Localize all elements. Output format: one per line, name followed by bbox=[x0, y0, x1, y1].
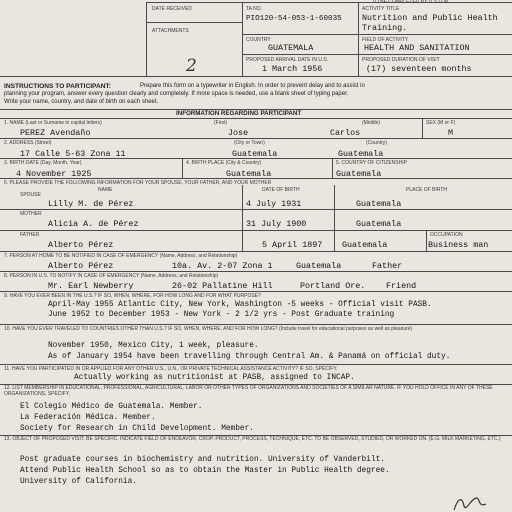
proposed-duration-value: (17) seventeen months bbox=[366, 64, 472, 74]
q13-line-3: University of California. bbox=[20, 478, 137, 486]
q10-bottom-line bbox=[0, 364, 512, 365]
q2-street: 17 Calle 5-63 Zona 11 bbox=[20, 149, 126, 159]
q13-line-2: Attend Public Health School so as to obtain the Master in Public Health degree. bbox=[20, 467, 390, 475]
q2-country-label: (Country) bbox=[366, 140, 387, 146]
instructions-title: INSTRUCTIONS TO PARTICIPANT: bbox=[4, 83, 111, 90]
country-label: COUNTRY bbox=[246, 37, 271, 43]
q1-first-name: Jose bbox=[228, 128, 249, 138]
q12-line-2: La Federación Médica. Member. bbox=[20, 414, 156, 422]
activity-title-value-1: Nutrition and Public Health bbox=[362, 13, 498, 23]
father-pob: Guatemala bbox=[342, 240, 388, 250]
q1-sex: M bbox=[448, 128, 454, 138]
proposed-duration-label: PROPOSED DURATION OF VISIT bbox=[362, 57, 440, 63]
date-received-label: DATE RECEIVED bbox=[152, 6, 192, 12]
q9-label: 9. HAVE YOU EVER BEEN IN THE U.S.? IF SO, WHEN, WHERE, FOR HOW LONG AND FOR WHAT PURPOSE? bbox=[4, 293, 261, 299]
instructions-line-1: Prepare this form on a typewriter in English. In order to prevent delay and to assist in bbox=[140, 83, 365, 89]
q11-label: 11. HAVE YOU PARTICIPATED IN OR APPLIED FOR ANY OTHER U.S., U.N., OR PRIVATE TECHNICAL ASSISTANCE ACTIVITY? IF SO, SPECIFY. bbox=[4, 366, 338, 372]
q7-relationship: Father bbox=[372, 261, 403, 271]
q1-label: 1. NAME (Last or Surname in capital letters) bbox=[4, 120, 102, 126]
activity-title-label: ACTIVITY TITLE bbox=[362, 6, 400, 12]
q1-first-label: (First) bbox=[214, 120, 228, 126]
q10-label: 10. HAVE YOU EVER TRAVELED TO COUNTRIES OTHER THAN U.S.? IF SO, WHEN, WHERE, AND FOR HOW LONG? (Include travel for educational purposes as well as pleasure) bbox=[4, 326, 413, 332]
q5-citizenship: Guatemala bbox=[336, 169, 382, 179]
q7-bottom-line bbox=[0, 271, 512, 272]
father-occupation: Business man bbox=[428, 240, 489, 250]
q13-label: 13. OBJECT OF PROPOSED VISIT. BE SPECIFIC. INDICATE FIELD OF ENDEAVOR, CROP, PRODUCT, PROCESS, TECHNIQUE, ETC. TO BE OBSERVED, STUDIED, OR WORKED ON. (E.G. MILK MARKETING, ETC.) bbox=[4, 436, 501, 442]
top-right-divider bbox=[358, 2, 359, 76]
q9-line-1: April-May 1955 Atlantic City, New York, Washington -5 weeks - Official visit PASB. bbox=[48, 301, 432, 309]
section-title: INFORMATION REGARDING PARTICIPANT bbox=[176, 110, 302, 117]
top-box-bottom bbox=[0, 76, 512, 77]
q6-name-header: NAME bbox=[98, 187, 113, 193]
sex-divider bbox=[422, 118, 423, 138]
birth-divider-2 bbox=[332, 158, 333, 178]
spouse-pob: Guatemala bbox=[356, 199, 402, 209]
family-divider-2 bbox=[334, 185, 335, 251]
family-divider-1 bbox=[242, 185, 243, 251]
q3-birth-date-label: 3. BIRTH DATE (Day, Month, Year) bbox=[4, 160, 82, 166]
spouse-name: Lilly M. de Pérez bbox=[48, 199, 134, 209]
country-value: GUATEMALA bbox=[268, 43, 314, 53]
q12-line-3: Society for Research in Child Development. Member. bbox=[20, 425, 254, 433]
q3-bottom-line bbox=[0, 178, 512, 179]
mother-pob: Guatemala bbox=[356, 219, 402, 229]
ta-no-value: PIO120-54-053-1-60035 bbox=[246, 15, 342, 23]
q10-line-1: November 1950, Mexico City, 1 week, pleasure. bbox=[48, 342, 259, 350]
q12-line-1: El Colegio Médico de Guatemala. Member. bbox=[20, 403, 203, 411]
q6-spouse-label: SPOUSE bbox=[20, 192, 41, 198]
proposed-arrival-label: PROPOSED ARRIVAL DATE IN U.S. bbox=[246, 57, 329, 63]
spouse-dob: 4 July 1931 bbox=[246, 199, 302, 209]
q6-dob-header: DATE OF BIRTH bbox=[262, 187, 300, 193]
q1-bottom-line bbox=[0, 138, 512, 139]
country-row-line bbox=[242, 54, 512, 55]
proposed-arrival-value: 1 March 1956 bbox=[262, 64, 323, 74]
ta-no-label: TA NO. bbox=[246, 6, 263, 12]
q12-label: 12. LIST MEMBERSHIP IN EDUCATIONAL, PROFESSIONAL, AGRICULTURAL, LABOR OR OTHER TYPES OF ORGANIZATIONS AND SOCIETIES OF A SIMILAR NATURE. IF YOU HOLD OFFICE IN ANY OF THESE ORGANIZATIONS, SPECIFY. bbox=[4, 385, 493, 397]
q2-city-label: (City or Town) bbox=[234, 140, 265, 146]
to-be-completed-label: TO BE COMPLETED BY U.S.O.M. bbox=[372, 0, 450, 5]
q6-father-label: FATHER bbox=[20, 232, 40, 238]
q8-city: Portland Ore. bbox=[300, 281, 366, 291]
top-border bbox=[146, 2, 512, 3]
q8-name: Mr. Earl Newberry bbox=[48, 281, 134, 291]
q6-occupation-header: OCCUPATION bbox=[430, 232, 463, 238]
q3-birth-date: 4 November 1925 bbox=[16, 169, 92, 179]
q7-address: 10a. Av. 2-07 Zona 1 bbox=[172, 261, 273, 271]
q9-bottom-line bbox=[0, 324, 512, 325]
q7-city: Guatemala bbox=[296, 261, 342, 271]
section-title-line bbox=[0, 118, 512, 119]
q8-label: 8. PERSON IN U.S. TO NOTIFY IN CASE OF EMERGENCY (Name, Address, and Relationship) bbox=[4, 273, 219, 279]
q8-bottom-line bbox=[0, 291, 512, 292]
top-mid-divider bbox=[242, 2, 243, 76]
father-dob: 5 April 1897 bbox=[262, 240, 323, 250]
q6-label: 6. PLEASE PROVIDE THE FOLLOWING INFORMATION FOR YOUR SPOUSE, YOUR FATHER, AND YOUR MOTHER bbox=[4, 180, 272, 186]
q9-line-2: June 1952 to December 1953 - New York - 2 1/2 yrs - Post Graduate training bbox=[48, 311, 395, 319]
handwritten-initials bbox=[448, 492, 508, 512]
q2-country: Guatemala bbox=[338, 149, 384, 159]
ta-row-line bbox=[242, 34, 512, 35]
instructions-line-2: planning your program, answer every question clearly and completely. If more space is needed, use a blank sheet of typing paper. bbox=[4, 91, 349, 97]
q4-birth-place: Guatemala bbox=[226, 169, 272, 179]
q13-line-1: Post graduate courses in biochemistry and nutrition. University of Vanderbilt. bbox=[20, 456, 385, 464]
attachments-label: ATTACHMENTS bbox=[152, 28, 189, 34]
q7-label: 7. PERSON AT HOME TO BE NOTIFIED IN CASE OF EMERGENCY (Name, Address, and Relationship) bbox=[4, 253, 238, 259]
q7-name: Alberto Pérez bbox=[48, 261, 114, 271]
q1-middle-name: Carlos bbox=[330, 128, 361, 138]
top-left-divider bbox=[146, 2, 147, 76]
mother-name: Alicia A. de Pérez bbox=[48, 219, 139, 229]
spouse-line bbox=[0, 209, 512, 210]
field-of-activity-label: FIELD OF ACTIVITY bbox=[362, 37, 409, 43]
father-name: Alberto Pérez bbox=[48, 240, 114, 250]
q1-middle-label: (Middle) bbox=[362, 120, 381, 126]
q6-pob-header: PLACE OF BIRTH bbox=[406, 187, 448, 193]
activity-title-value-2: Training. bbox=[362, 23, 408, 33]
q6-mother-label: MOTHER bbox=[20, 211, 42, 217]
mother-dob: 31 July 1900 bbox=[246, 219, 307, 229]
instructions-line-3: Write your name, country, and date of birth on each sheet. bbox=[4, 99, 159, 105]
date-received-underline bbox=[146, 22, 242, 23]
q6-bottom-line bbox=[0, 251, 512, 252]
q10-line-2: As of January 1954 have been travelling through Central Am. & Panamá on official duty. bbox=[48, 353, 451, 361]
field-of-activity-value: HEALTH AND SANITATION bbox=[364, 43, 470, 53]
occupation-divider bbox=[426, 230, 427, 251]
birth-divider-1 bbox=[182, 158, 183, 178]
q2-city: Guatemala bbox=[232, 149, 278, 159]
q2-bottom-line bbox=[0, 158, 512, 159]
q8-relationship: Friend bbox=[386, 281, 417, 291]
q1-sex-label: SEX (M or F) bbox=[426, 120, 456, 126]
q11-line-1: Actually working as nutritionist at PASB, assigned to INCAP. bbox=[74, 374, 355, 382]
mother-line bbox=[0, 230, 512, 231]
q8-address: 26-02 Pallatine Hill bbox=[172, 281, 273, 291]
q1-last-name: PEREZ Avendaño bbox=[20, 128, 91, 138]
q4-birth-place-label: 4. BIRTH PLACE (City & Country) bbox=[186, 160, 262, 166]
handwritten-mark: 2 bbox=[186, 56, 197, 76]
q5-citizenship-label: 5. COUNTRY OF CITIZENSHIP bbox=[336, 160, 407, 166]
q2-label: 2. ADDRESS (Street) bbox=[4, 140, 52, 146]
